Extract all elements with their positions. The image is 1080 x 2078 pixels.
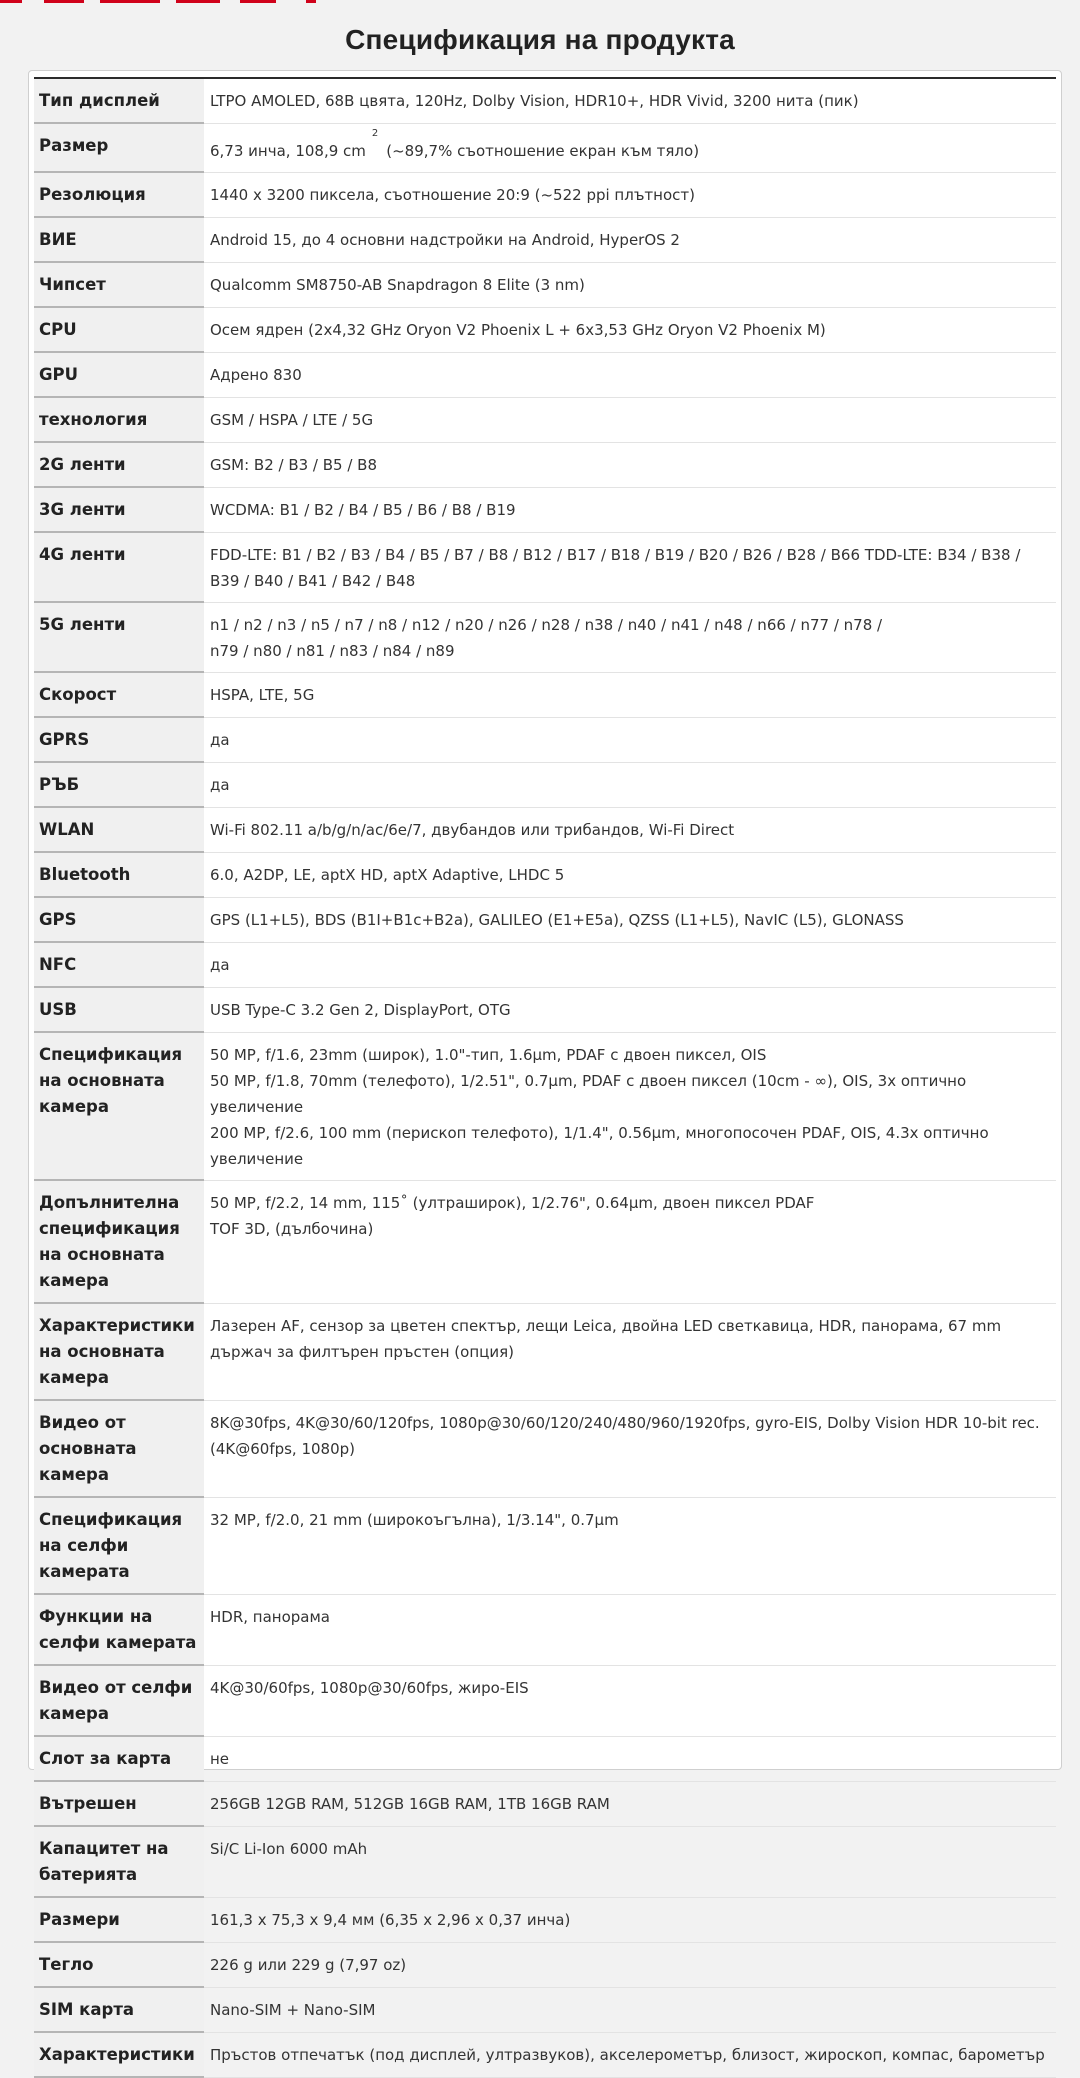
- spec-value: [204, 397, 1056, 442]
- size-text: 6,73 инча, 108,9 cm: [210, 141, 366, 160]
- spec-label: GPS: [34, 897, 204, 942]
- spec-row: [34, 807, 1056, 852]
- page-title: Спецификация на продукта: [345, 24, 735, 55]
- spec-value: [204, 442, 1056, 487]
- spec-row: [34, 1826, 1056, 1897]
- spec-label: Резолюция: [34, 172, 204, 217]
- spec-value-line: 8K@30fps, 4K@30/60/120fps, 1080p@30/60/120/240/480/960/1920fps, gyro-EIS, Dolby Vision HDR 10-bit rec. (4K@60fps, 1080p): [210, 1413, 1040, 1458]
- spec-row: [34, 1942, 1056, 1987]
- spec-value: [204, 807, 1056, 852]
- spec-label: SIM карта: [34, 1987, 204, 2032]
- spec-value-line: Wi-Fi 802.11 a/b/g/n/ac/6e/7, двубандов или трибандов, Wi-Fi Direct: [210, 820, 735, 839]
- spec-value-line: Пръстов отпечатък (под дисплей, ултразвуков), акселерометър, близост, жироскоп, компас, барометър: [210, 2045, 1045, 2064]
- spec-value: [204, 2032, 1056, 2077]
- spec-value: [204, 1032, 1056, 1180]
- spec-value: [204, 762, 1056, 807]
- spec-row: [34, 852, 1056, 897]
- spec-label: РЪБ: [34, 762, 204, 807]
- spec-row: [34, 217, 1056, 262]
- spec-label: CPU: [34, 307, 204, 352]
- spec-value: [204, 897, 1056, 942]
- spec-value-line: 32 MP, f/2.0, 21 mm (широкоъгълна), 1/3.14", 0.7μm: [210, 1510, 619, 1529]
- spec-row: [34, 1400, 1056, 1497]
- spec-label: GPRS: [34, 717, 204, 762]
- spec-value-line: 161,3 x 75,3 x 9,4 мм (6,35 x 2,96 x 0,37 инча): [210, 1910, 571, 1929]
- spec-label: Характеристики на основната камера: [34, 1303, 204, 1400]
- spec-value-line: GPS (L1+L5), BDS (B1I+B1c+B2a), GALILEO (E1+E5a), QZSS (L1+L5), NavIC (L5), GLONASS: [210, 910, 904, 929]
- spec-value-line: HDR, панорама: [210, 1607, 330, 1626]
- spec-value-line: Лазерен AF, сензор за цветен спектър, лещи Leica, двойна LED светкавица, HDR, панорама, 67 mm държач за филтърен пръстен (опция): [210, 1316, 1002, 1361]
- spec-label: USB: [34, 987, 204, 1032]
- spec-value: [204, 942, 1056, 987]
- spec-label: NFC: [34, 942, 204, 987]
- spec-value-line: n79 / n80 / n81 / n83 / n84 / n89: [210, 641, 455, 660]
- spec-value: [204, 1303, 1056, 1400]
- spec-value-line: LTPO AMOLED, 68B цвята, 120Hz, Dolby Vision, HDR10+, HDR Vivid, 3200 нита (пик): [210, 92, 859, 110]
- spec-row: [34, 602, 1056, 672]
- spec-value-line: Адрено 830: [210, 365, 302, 384]
- spec-row: [34, 1180, 1056, 1303]
- spec-value: [204, 1897, 1056, 1942]
- spec-value-line: 50 MP, f/1.8, 70mm (телефото), 1/2.51", 0.7μm, PDAF с двоен пиксел (10cm - ∞), OIS, 3x оптично увеличение: [210, 1071, 967, 1116]
- spec-value: [204, 1736, 1056, 1781]
- spec-row: [34, 1303, 1056, 1400]
- spec-value-line: 6.0, A2DP, LE, aptX HD, aptX Adaptive, LHDC 5: [210, 865, 565, 884]
- spec-label: Спецификация на основната камера: [34, 1032, 204, 1180]
- spec-row: [34, 672, 1056, 717]
- spec-row: [34, 2032, 1056, 2077]
- spec-table: [34, 77, 1056, 2078]
- spec-value: [204, 532, 1056, 602]
- spec-label: Вътрешен: [34, 1781, 204, 1826]
- spec-value-line: HSPA, LTE, 5G: [210, 685, 315, 704]
- spec-value: [204, 1594, 1056, 1665]
- spec-label: Тегло: [34, 1942, 204, 1987]
- spec-value: [204, 487, 1056, 532]
- spec-value: [204, 852, 1056, 897]
- spec-value: [204, 1665, 1056, 1736]
- size-ratio: (~89,7% съотношение екран към тяло): [386, 141, 700, 160]
- spec-value-line: 50 MP, f/2.2, 14 mm, 115˚ (ултраширок), 1/2.76", 0.64μm, двоен пиксел PDAF: [210, 1193, 815, 1212]
- spec-row: [34, 1736, 1056, 1781]
- spec-value-line: да: [210, 730, 230, 749]
- spec-value: [204, 123, 1056, 172]
- spec-row: [34, 172, 1056, 217]
- spec-value-line: не: [210, 1749, 230, 1768]
- spec-value: [204, 1180, 1056, 1303]
- spec-row: [34, 762, 1056, 807]
- spec-label: Характеристики: [34, 2032, 204, 2077]
- spec-value-line: да: [210, 775, 230, 794]
- spec-value: [204, 987, 1056, 1032]
- spec-label: Размери: [34, 1897, 204, 1942]
- spec-label: Тип дисплей: [34, 78, 204, 123]
- spec-value: [204, 262, 1056, 307]
- spec-label: технология: [34, 397, 204, 442]
- spec-value-line: Nano-SIM + Nano-SIM: [210, 2000, 376, 2019]
- spec-row: [34, 942, 1056, 987]
- spec-row: [34, 307, 1056, 352]
- spec-value-line: 256GB 12GB RAM, 512GB 16GB RAM, 1TB 16GB RAM: [210, 1794, 610, 1813]
- spec-value: [204, 78, 1056, 123]
- spec-value-line: Qualcomm SM8750-AB Snapdragon 8 Elite (3 nm): [210, 275, 585, 294]
- spec-value-line: Осем ядрен (2x4,32 GHz Oryon V2 Phoenix L + 6x3,53 GHz Oryon V2 Phoenix M): [210, 320, 826, 339]
- top-accent-strip: [0, 0, 1080, 4]
- spec-value: [204, 1497, 1056, 1594]
- size-superscript: 2: [371, 127, 379, 139]
- spec-row: [34, 1032, 1056, 1180]
- spec-row: [34, 1897, 1056, 1942]
- spec-value-line: 50 MP, f/1.6, 23mm (широк), 1.0"-тип, 1.6μm, PDAF с двоен пиксел, OIS: [210, 1045, 767, 1064]
- spec-row: [34, 1594, 1056, 1665]
- spec-label: Чипсет: [34, 262, 204, 307]
- spec-label: GPU: [34, 352, 204, 397]
- spec-table-container: [28, 70, 1062, 2064]
- spec-value-line: [210, 127, 1050, 164]
- spec-row: [34, 487, 1056, 532]
- spec-value: [204, 1781, 1056, 1826]
- spec-label: 5G ленти: [34, 602, 204, 672]
- spec-value-line: 4K@30/60fps, 1080p@30/60fps, жиро-EIS: [210, 1678, 529, 1697]
- spec-label: Размер: [34, 123, 204, 172]
- spec-value-line: TOF 3D, (дълбочина): [210, 1219, 374, 1238]
- spec-label: 2G ленти: [34, 442, 204, 487]
- spec-label: Слот за карта: [34, 1736, 204, 1781]
- spec-row: [34, 442, 1056, 487]
- spec-value-line: FDD-LTE: B1 / B2 / B3 / B4 / B5 / B7 / B8 / B12 / B17 / B18 / B19 / B20 / B26 / B28 / B66 TDD-LTE: B34 / B38 / B39 / B40 / B41 / B42 / B48: [210, 545, 1021, 590]
- spec-row: [34, 717, 1056, 762]
- spec-value: [204, 1987, 1056, 2032]
- spec-label: WLAN: [34, 807, 204, 852]
- spec-value: [204, 602, 1056, 672]
- spec-value-line: 200 MP, f/2.6, 100 mm (перископ телефото), 1/1.4", 0.56μm, многопосочен PDAF, OIS, 4.3x оптично увеличение: [210, 1123, 989, 1168]
- spec-label: Видео от селфи камера: [34, 1665, 204, 1736]
- spec-value-line: GSM / HSPA / LTE / 5G: [210, 410, 374, 429]
- spec-value-line: да: [210, 955, 230, 974]
- spec-row: [34, 1781, 1056, 1826]
- spec-value: [204, 307, 1056, 352]
- spec-row: [34, 1665, 1056, 1736]
- spec-row: [34, 123, 1056, 172]
- spec-value-line: 226 g или 229 g (7,97 oz): [210, 1955, 407, 1974]
- spec-row: [34, 262, 1056, 307]
- spec-value: [204, 1400, 1056, 1497]
- spec-value: [204, 1826, 1056, 1897]
- spec-value-line: n1 / n2 / n3 / n5 / n7 / n8 / n12 / n20 / n26 / n28 / n38 / n40 / n41 / n48 / n66 / n77 / n78 /: [210, 615, 883, 634]
- spec-label: Функции на селфи камерата: [34, 1594, 204, 1665]
- spec-value-line: Si/C Li-Ion 6000 mAh: [210, 1839, 368, 1858]
- spec-label: Bluetooth: [34, 852, 204, 897]
- spec-row: [34, 78, 1056, 123]
- spec-row: [34, 1497, 1056, 1594]
- spec-row: [34, 1987, 1056, 2032]
- spec-value-line: USB Type-C 3.2 Gen 2, DisplayPort, OTG: [210, 1000, 511, 1019]
- spec-label: 3G ленти: [34, 487, 204, 532]
- spec-label: Скорост: [34, 672, 204, 717]
- spec-row: [34, 397, 1056, 442]
- spec-value-line: WCDMA: B1 / B2 / B4 / B5 / B6 / B8 / B19: [210, 500, 516, 519]
- spec-row: [34, 897, 1056, 942]
- spec-value-line: GSM: B2 / B3 / B5 / B8: [210, 455, 378, 474]
- spec-row: [34, 352, 1056, 397]
- spec-table-body: [34, 78, 1056, 2077]
- spec-value: [204, 352, 1056, 397]
- spec-label: Капацитет на батерията: [34, 1826, 204, 1897]
- spec-value: [204, 172, 1056, 217]
- spec-label: Видео от основната камера: [34, 1400, 204, 1497]
- spec-label: ВИЕ: [34, 217, 204, 262]
- spec-value-line: 1440 x 3200 пиксела, съотношение 20:9 (~522 ppi плътност): [210, 185, 695, 204]
- spec-value-line: Android 15, до 4 основни надстройки на Android, HyperOS 2: [210, 230, 680, 249]
- spec-label: Допълнителна спецификация на основната камера: [34, 1180, 204, 1303]
- spec-value: [204, 217, 1056, 262]
- spec-label: 4G ленти: [34, 532, 204, 602]
- spec-row: [34, 532, 1056, 602]
- spec-label: Спецификация на селфи камерата: [34, 1497, 204, 1594]
- spec-value: [204, 717, 1056, 762]
- spec-value: [204, 672, 1056, 717]
- spec-value: [204, 1942, 1056, 1987]
- spec-row: [34, 987, 1056, 1032]
